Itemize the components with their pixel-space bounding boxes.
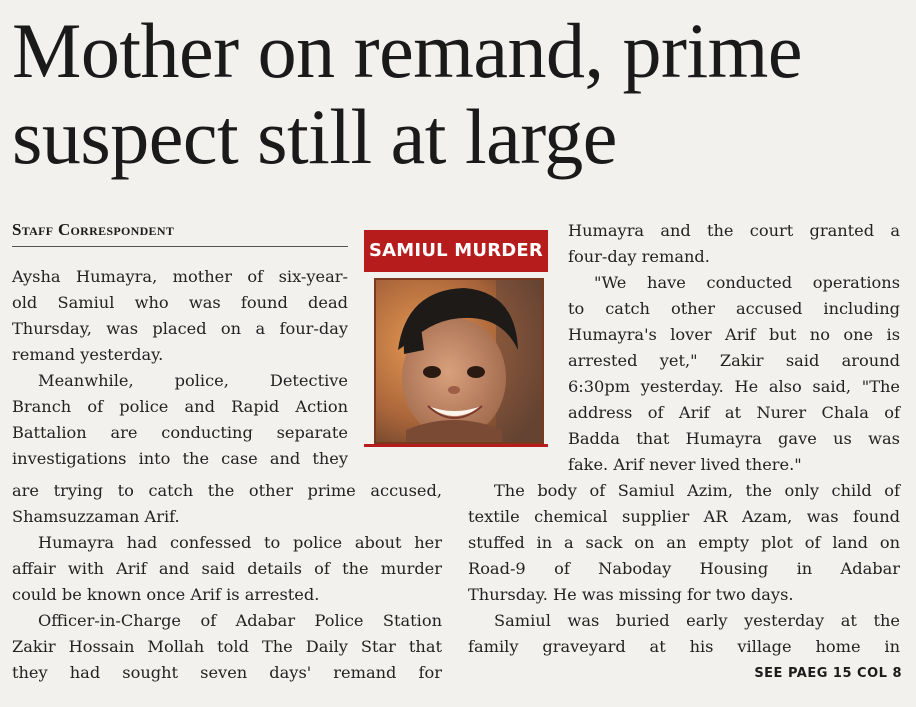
- article-line: Branch of police and Rapid Action: [12, 397, 348, 416]
- article-line: "We have conducted operations: [594, 273, 900, 292]
- article-line: Zakir Hossain Mollah told The Daily Star that: [12, 637, 442, 656]
- article-line: arrested yet," Zakir said around: [568, 351, 900, 370]
- article-line: they had sought seven days' remand for: [12, 663, 442, 682]
- article-line: four-day remand.: [568, 247, 710, 266]
- headline: [12, 8, 912, 180]
- article-line: Officer-in-Charge of Adabar Police Station: [38, 611, 442, 630]
- article-line: Thursday. He was missing for two days.: [468, 585, 794, 604]
- article-line: Badda that Humayra gave us was: [568, 429, 900, 448]
- article-line: could be known once Arif is arrested.: [12, 585, 320, 604]
- article-line: Humayra and the court granted a: [568, 221, 900, 240]
- byline: Staff Correspondent: [12, 220, 348, 247]
- article-line: affair with Arif and said details of the murder: [12, 559, 442, 578]
- article-line: remand yesterday.: [12, 345, 164, 364]
- article-line: address of Arif at Nurer Chala of: [568, 403, 900, 422]
- photo-illustration: [376, 280, 542, 442]
- headline-line-1: Mother on remand, prime: [12, 7, 802, 94]
- article-line: are trying to catch the other prime accused,: [12, 481, 442, 500]
- article-line: Samiul was buried early yesterday at the: [494, 611, 900, 630]
- article-line: Humayra's lover Arif but no one is: [568, 325, 900, 344]
- article-line: Battalion are conducting separate: [12, 423, 348, 442]
- article-column-left-bottom: [12, 478, 442, 686]
- article-line: stuffed in a sack on an empty plot of land on: [468, 533, 900, 552]
- article-line: fake. Arif never lived there.": [568, 455, 802, 474]
- article-line: investigations into the case and they: [12, 449, 348, 468]
- article-line: Shamsuzzaman Arif.: [12, 507, 180, 526]
- article-line: Road-9 of Naboday Housing in Adabar: [468, 559, 900, 578]
- article-column-right-bottom: [468, 478, 900, 660]
- article-line: to catch other accused including: [568, 299, 900, 318]
- article-line: textile chemical supplier AR Azam, was found: [468, 507, 900, 526]
- article-line: old Samiul who was found dead: [12, 293, 348, 312]
- headline-line-2: suspect still at large: [12, 93, 617, 180]
- article-line: 6:30pm yesterday. He also said, "The: [568, 377, 900, 396]
- boy-portrait-photo: [374, 278, 544, 444]
- article-column-right-top: [568, 218, 900, 478]
- article-line: Aysha Humayra, mother of six-year-: [12, 267, 348, 286]
- rubric-label: SAMIUL MURDER: [364, 230, 548, 272]
- article-line: Humayra had confessed to police about her: [38, 533, 442, 552]
- photo-underline: [364, 444, 548, 447]
- article-line: The body of Samiul Azim, the only child of: [494, 481, 900, 500]
- article-line: Meanwhile, police, Detective: [38, 371, 348, 390]
- article-column-left-top: [12, 264, 348, 472]
- article-line: Thursday, was placed on a four-day: [12, 319, 348, 338]
- photo-sidebar: [364, 216, 548, 448]
- continued-on-page-label: SEE PAEG 15 COL 8: [754, 666, 902, 681]
- article-line: family graveyard at his village home in: [468, 637, 900, 656]
